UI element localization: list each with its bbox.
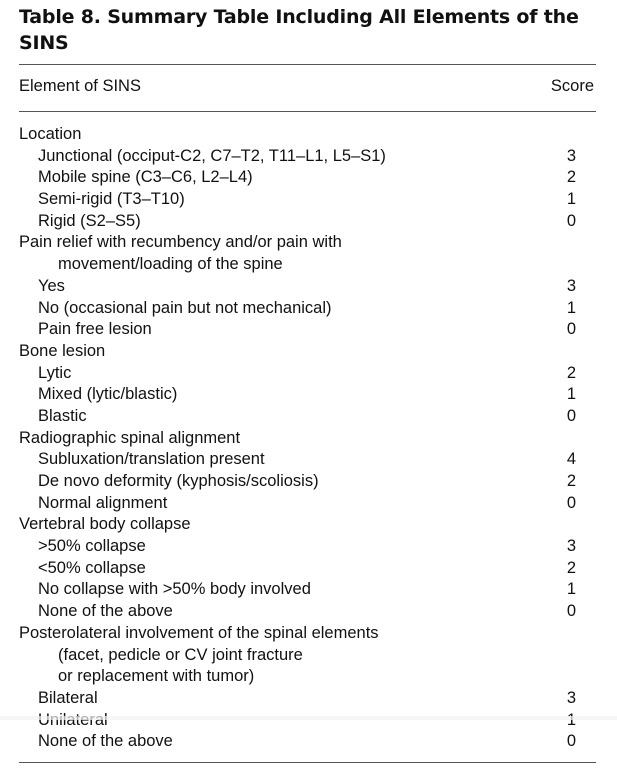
row-label: Mixed (lytic/blastic) <box>38 385 178 404</box>
table-row <box>19 493 596 515</box>
table-header <box>19 77 596 101</box>
row-label <box>38 710 108 732</box>
continuation-row <box>19 645 596 667</box>
row-label: Junctional (occiput-C2, C7–T2, T11–L1, L5–S1) <box>38 146 386 165</box>
row-score: 1 <box>566 580 576 599</box>
row-label: De novo deformity (kyphosis/scoliosis) <box>38 472 319 490</box>
table-row <box>19 146 596 168</box>
table-row <box>19 688 596 710</box>
top-rule <box>19 64 596 65</box>
row-label: Yes <box>38 276 65 295</box>
row-label: (facet, pedicle or CV joint fracture <box>58 645 303 664</box>
header-score: Score <box>550 77 594 95</box>
continuation-row <box>19 254 596 276</box>
row-score: 0 <box>566 602 576 621</box>
row-score: 0 <box>566 732 576 751</box>
row-score: 0 <box>566 406 576 425</box>
row-label: or replacement with tumor) <box>58 667 255 686</box>
row-label: Lytic <box>38 363 72 382</box>
table-row <box>19 579 596 601</box>
scan-artifact <box>0 716 617 720</box>
row-score: 4 <box>566 450 576 469</box>
table-row <box>19 710 596 732</box>
row-label: Vertebral body collapse <box>19 515 191 534</box>
row-label: None of the above <box>38 732 173 751</box>
row-score: 2 <box>566 363 576 382</box>
table-row <box>19 601 596 623</box>
row-score: 3 <box>566 688 576 707</box>
row-score: 2 <box>566 558 576 577</box>
header-element: Element of SINS <box>19 77 141 95</box>
row-label: No collapse with >50% body involved <box>38 580 311 599</box>
row-label: Bilateral <box>38 688 98 707</box>
row-score: 2 <box>566 168 576 187</box>
row-label: Radiographic spinal alignment <box>19 428 241 447</box>
table-row <box>19 536 596 558</box>
row-label: Location <box>19 125 82 143</box>
category-row <box>19 514 596 536</box>
table-row <box>19 167 596 189</box>
continuation-row <box>19 666 596 688</box>
table-row <box>19 211 596 233</box>
bottom-rule <box>19 762 596 763</box>
row-score: 1 <box>566 298 576 317</box>
row-score: 3 <box>566 276 576 295</box>
row-score: 2 <box>566 472 576 490</box>
row-label: Normal alignment <box>38 493 168 512</box>
row-label: <50% collapse <box>38 558 146 577</box>
table-row <box>19 189 596 211</box>
table-row <box>19 406 596 428</box>
row-label: Mobile spine (C3–C6, L2–L4) <box>38 168 253 187</box>
row-label: None of the above <box>38 602 173 621</box>
table-row <box>19 319 596 341</box>
header-rule <box>19 111 596 112</box>
row-label: Pain free lesion <box>38 320 152 339</box>
table-row <box>19 384 596 406</box>
row-label: Pain relief with recumbency and/or pain with <box>19 233 342 252</box>
row-score: 3 <box>566 146 576 165</box>
table-row <box>19 558 596 580</box>
row-label: Bone lesion <box>19 341 106 360</box>
category-row <box>19 232 596 254</box>
row-label: No (occasional pain but not mechanical) <box>38 298 332 317</box>
row-score: 1 <box>566 190 576 209</box>
table-row <box>19 298 596 320</box>
table-row <box>19 471 596 493</box>
row-score <box>567 710 576 732</box>
row-label: Posterolateral involvement of the spinal elements <box>19 623 379 642</box>
row-label: Subluxation/translation present <box>38 450 265 469</box>
row-label: Blastic <box>38 406 87 425</box>
row-score: 0 <box>566 320 576 339</box>
table-body <box>19 124 596 753</box>
category-row <box>19 623 596 645</box>
table-title: Table 8. Summary Table Including All Elements of the SINS <box>19 6 579 54</box>
table-row <box>19 276 596 298</box>
row-label: Semi-rigid (T3–T10) <box>38 190 185 209</box>
table-row <box>19 363 596 385</box>
row-label: Rigid (S2–S5) <box>38 211 141 230</box>
table-row <box>19 449 596 471</box>
category-row <box>19 341 596 363</box>
row-score: 3 <box>566 537 576 556</box>
row-score: 0 <box>566 493 576 512</box>
row-score: 0 <box>566 211 576 230</box>
row-label: >50% collapse <box>38 537 146 556</box>
row-score: 1 <box>566 385 576 404</box>
table-row <box>19 731 596 753</box>
category-row <box>19 124 596 146</box>
category-row <box>19 428 596 450</box>
row-label: movement/loading of the spine <box>58 255 283 274</box>
